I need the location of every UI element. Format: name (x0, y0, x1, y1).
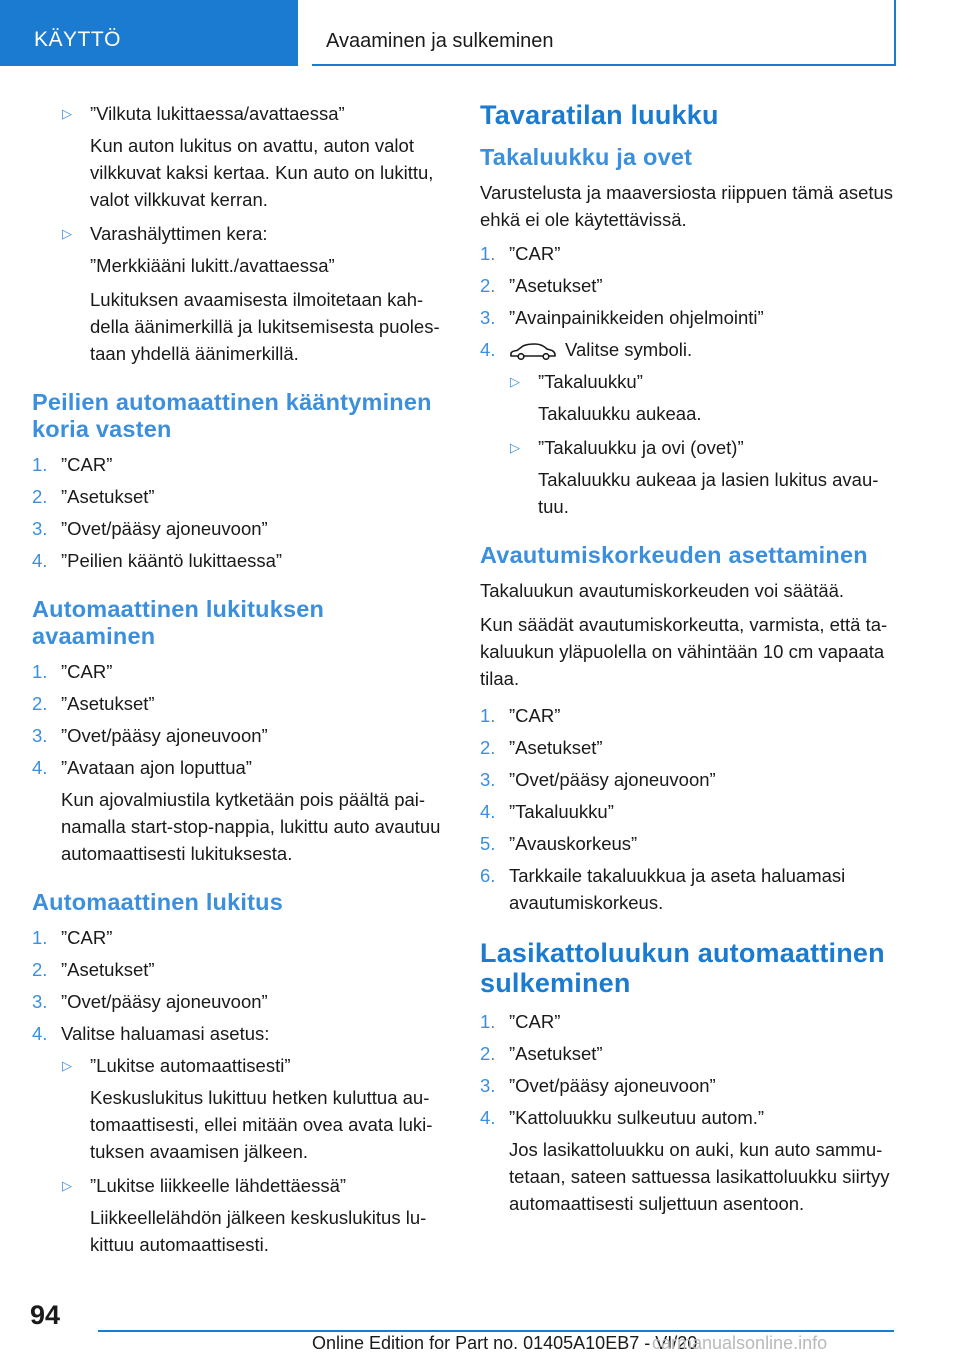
step-item: 3. ”Ovet/pääsy ajoneuvoon” (32, 725, 268, 746)
step-item: 1. ”CAR” (32, 661, 113, 682)
bullet-item (32, 220, 452, 247)
option-item (32, 1052, 452, 1079)
option-label: ”Takaluukku” (538, 371, 643, 392)
bullet-label: ”Vilkuta lukittaessa/avattaessa” (90, 103, 345, 124)
step-item: 4. Valitse haluamasi asetus: (32, 1023, 270, 1044)
section-heading: Automaattinen lukituksen avaaminen (32, 596, 325, 649)
triangle-bullet-icon: ▷ (510, 440, 520, 455)
step-item: 1. ”CAR” (32, 927, 113, 948)
step-item: 3. ”Ovet/pääsy ajoneuvoon” (32, 991, 268, 1012)
main-heading: Lasikattoluukun automaattinen sulkeminen (480, 938, 885, 998)
step-item: 4. ”Peilien kääntö lukittaessa” (32, 550, 283, 571)
option-description: Takaluukku aukeaa. (538, 403, 702, 424)
step-item: 4. ”Takaluukku” (480, 801, 614, 822)
option-label: ”Lukitse liikkeelle lähdettäessä” (90, 1175, 347, 1196)
option-item (480, 368, 900, 395)
bullet-item (32, 100, 452, 127)
step-item: 3. ”Ovet/pääsy ajoneuvoon” (32, 518, 268, 539)
option-item (480, 434, 900, 461)
footer-edition: Online Edition for Part no. 01405A10EB7 - VI/20 (312, 1333, 698, 1353)
watermark: carmanualsonline.info (652, 1333, 828, 1353)
step-item: 1. ”CAR” (480, 705, 561, 726)
paragraph: Takaluukun avautumiskorkeuden voi säätää. (480, 580, 845, 601)
step-item: 2. ”Asetukset” (480, 1043, 603, 1064)
step-item: 3. ”Ovet/pääsy ajoneuvoon” (480, 769, 716, 790)
step-item: 2. ”Asetukset” (480, 275, 603, 296)
header-chapter-box (312, 0, 896, 66)
triangle-bullet-icon: ▷ (62, 1178, 72, 1193)
bullet-label: Varashälyttimen kera: (90, 223, 268, 244)
option-label: ”Takaluukku ja ovi (ovet)” (538, 437, 744, 458)
step-item: 6. Tarkkaile takaluukkua ja aseta haluamasi avautumiskorkeus. (480, 865, 846, 913)
page-number: 94 (30, 1300, 61, 1330)
main-heading: Tavaratilan luukku (480, 100, 719, 130)
section-heading: Avautumiskorkeuden asettaminen (480, 542, 868, 568)
bullet-description: Kun auton lukitus on avattu, auton valot vilkkuvat kaksi kertaa. Kun auto on lukittu, valot vilkkuvat kerran. (90, 135, 434, 210)
option-description: Keskuslukitus lukittuu hetken kuluttua automaattisesti, ellei mitään ovea avata lukituksen avaamisen jälkeen. (90, 1087, 433, 1162)
step-item: 1. ”CAR” (32, 454, 113, 475)
section-heading: Peilien automaattinen kääntyminen koria vasten (32, 389, 432, 442)
left-column (32, 100, 452, 1265)
step-item: 4. ”Avataan ajon loputtua” (32, 757, 252, 778)
step-item: 3. ”Ovet/pääsy ajoneuvoon” (480, 1075, 716, 1096)
intro-paragraph: Varustelusta ja maaversiosta riippuen tämä asetus ehkä ei ole käytettävissä. (480, 182, 894, 230)
step-item: 3. ”Avainpainikkeiden ohjelmointi” (480, 307, 764, 328)
step-item: 1. ”CAR” (480, 1011, 561, 1032)
option-item (32, 1172, 452, 1199)
step-item: 2. ”Asetukset” (32, 693, 155, 714)
step-item: 2. ”Asetukset” (32, 959, 155, 980)
header-chapter-label: Avaaminen ja sulkeminen (326, 30, 554, 52)
car-symbol-icon (509, 341, 557, 361)
right-column (480, 100, 900, 1224)
step-item: 4. ”Kattoluukku sulkeutuu autom.” (480, 1107, 765, 1128)
section-heading: Automaattinen lukitus (32, 889, 283, 915)
step-item: 4. Valitse symboli. (480, 339, 693, 360)
option-description: Takaluukku aukeaa ja lasien lukitus avautuu. (538, 469, 879, 517)
step-item: 5. ”Avauskorkeus” (480, 833, 638, 854)
bullet-description: Lukituksen avaamisesta ilmoitetaan kahdella äänimerkillä ja lukitsemisesta puolestaan yhdellä äänimerkillä. (90, 289, 440, 364)
header-section-tab (0, 0, 298, 66)
step-item: 2. ”Asetukset” (480, 737, 603, 758)
footer-rule (98, 1330, 894, 1332)
triangle-bullet-icon: ▷ (62, 1058, 72, 1073)
triangle-bullet-icon: ▷ (510, 374, 520, 389)
triangle-bullet-icon: ▷ (62, 226, 72, 241)
bullet-sub-label: ”Merkkiääni lukitt./avattaessa” (90, 255, 335, 276)
header-section-label: KÄYTTÖ (34, 28, 122, 51)
step-description: Kun ajovalmiustila kytketään pois päältä painamalla start-stop-nappia, lukittu auto avautuu automaattisesti lukituksesta. (61, 789, 441, 864)
option-label: ”Lukitse automaattisesti” (90, 1055, 291, 1076)
section-heading: Takaluukku ja ovet (480, 144, 693, 170)
step-description: Jos lasikattoluukku on auki, kun auto sammutetaan, sateen sattuessa lasikattoluukku siirtyy automaattisesti suljettuun asentoon. (509, 1139, 890, 1214)
step-item: 1. ”CAR” (480, 243, 561, 264)
triangle-bullet-icon: ▷ (62, 106, 72, 121)
step-item: 2. ”Asetukset” (32, 486, 155, 507)
option-description: Liikkeellelähdön jälkeen keskuslukitus lukittuu automaattisesti. (90, 1207, 427, 1255)
paragraph: Kun säädät avautumiskorkeutta, varmista, että takaluukun yläpuolella on vähintään 10 cm vapaata tilaa. (480, 614, 888, 689)
